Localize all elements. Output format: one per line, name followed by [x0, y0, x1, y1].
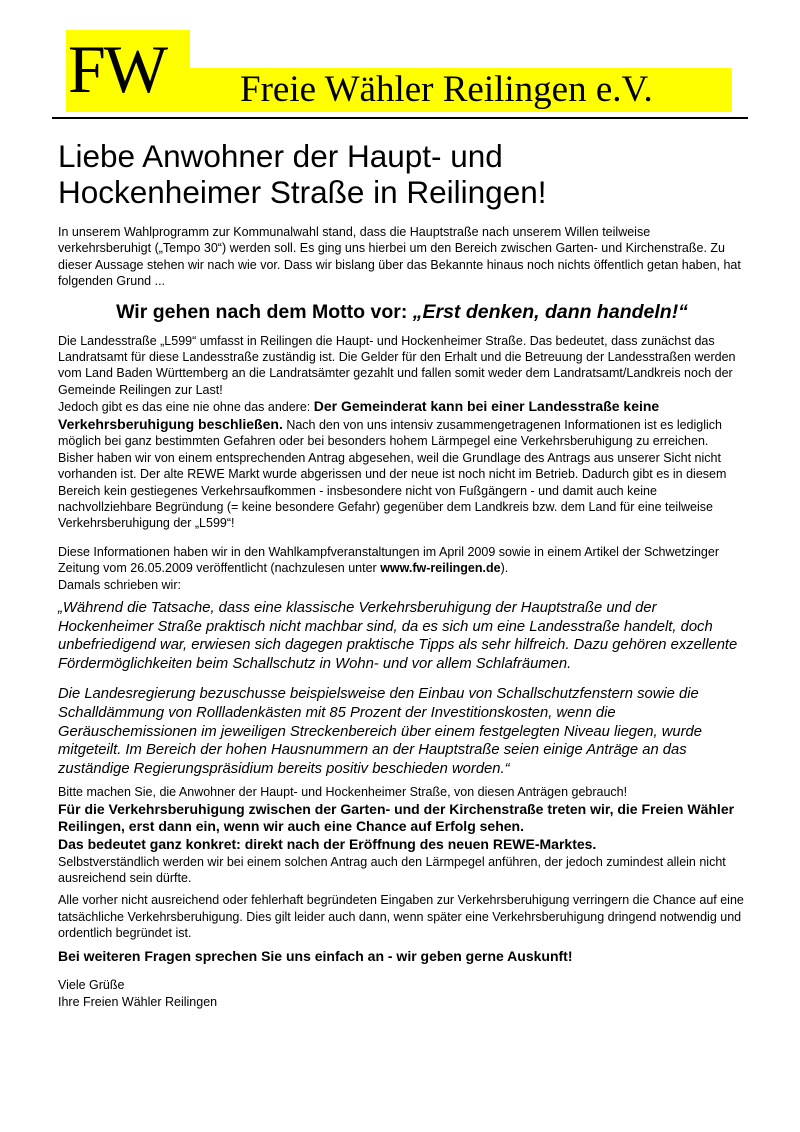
signoff-greeting: Viele Grüße: [58, 978, 125, 993]
bold-statement-1: Für die Verkehrsberuhigung zwischen der Garten- und der Kirchenstraße treten wir, die Freien Wähler Reilingen, erst dann ein, wenn wir auch eine Chance auf Erfolg sehen.: [58, 800, 735, 835]
paragraph-informationen-after: Damals schrieben wir:: [58, 577, 181, 592]
paragraph-informationen-tail: ).: [500, 561, 509, 576]
paragraph-laermpegel: Selbstverständlich werden wir bei einem solchen Antrag auch den Lärmpegel anführen, der jedoch zumindest allein nicht ausreichend sein dürfte.: [58, 854, 726, 886]
header-divider: [52, 117, 748, 119]
closing-statement: Bei weiteren Fragen sprechen Sie uns einfach an - wir geben gerne Auskunft!: [58, 947, 573, 964]
motto-heading: [58, 300, 746, 324]
signoff: [58, 977, 746, 1010]
quote-paragraph-2: Die Landesregierung bezuschusse beispielsweise den Einbau von Schallschutzfenstern sowie die Schalldämmung von Rollladenkästen mit 85 Prozent der Investitionskosten, wenn die Geräuschemissionen im jeweiligen Streckenbereich über einem festgelegten Niveau liegen, wurde mitgeteilt. Im Bereich der hohen Hausnummern an der Hauptstraße seien einige Anträge an das zuständige Regierungspräsidium bereits positiv beschieden worden.“: [58, 686, 703, 777]
signoff-signature: Ihre Freien Wähler Reilingen: [58, 994, 218, 1009]
intro-paragraph: In unserem Wahlprogramm zur Kommunalwahl stand, dass die Hauptstraße nach unserem Willen teilweise verkehrsberuhigt („Tempo 30“) werden soll. Es ging uns hierbei um den Bereich zwischen Garten- und Kirchenstraße. Zu dieser Aussage stehen wir nach wie vor. Dass wir bislang über das Bekannte hinaus noch nichts öffentlich getan haben, hat folgenden Grund ...: [58, 225, 741, 289]
paragraph-anwohner: Bitte machen Sie, die Anwohner der Haupt- und Hockenheimer Straße, von diesen Anträgen gebrauch!: [58, 785, 628, 800]
bold-statement-2: Das bedeutet ganz konkret: direkt nach der Eröffnung des neuen REWE-Marktes.: [58, 836, 597, 853]
title-line-2: Hockenheimer Straße in Reilingen!: [58, 174, 547, 210]
paragraph-gemeinderat-bold: Der Gemeinderat kann bei einer Landesstraße keine Verkehrsberuhigung beschließen.: [58, 398, 660, 432]
paragraph-landesstrasse: Die Landesstraße „L599“ umfasst in Reilingen die Haupt- und Hockenheimer Straße. Das bedeutet, dass zunächst das Landratsamt für diese Landesstraße zuständig ist. Die Gelder für den Erhalt und die Betreuung der Landesstraßen werden vom Land Baden Württemberg an die Landratsämter gezahlt und fallen somit weder dem Landratsamt/Landkreis noch der Gemeinde Reilingen zur Last!: [58, 333, 736, 397]
letter-body: [58, 138, 746, 1010]
paragraph-eingaben: Alle vorher nicht ausreichend oder fehlerhaft begründeten Eingaben zur Verkehrsberuhigung verringern die Chance auf eine tatsächliche Verkehrsberuhigung. Dies gilt leider auch dann, wenn später eine Verkehrsberuhigung dringend notwendig und ordentlich begründet ist.: [58, 893, 744, 941]
paragraph-informationen: [58, 544, 746, 593]
quote-paragraph-1: „Während die Tatsache, dass eine klassische Verkehrsberuhigung der Hauptstraße und der Hockenheimer Straße praktisch nicht machbar sind, da es sich um eine Landesstraße handelt, doch unbefriedigend war, erwiesen sich dagegen praktische Tipps als sehr hilfreich. Dazu gehören exzellente Fördermöglichkeiten beim Schallschutz in Wohn- und vor allem Schlafräumen.: [58, 600, 738, 672]
organization-name: Freie Wähler Reilingen e.V.: [240, 69, 653, 110]
paragraph-gemeinderat: [58, 398, 746, 450]
title-line-1: Liebe Anwohner der Haupt- und: [58, 138, 503, 174]
paragraph-informationen-lead: Diese Informationen haben wir in den Wahlkampfveranstaltungen im April 2009 sowie in einem Artikel der Schwetzinger Zeitung vom 26.05.2009 veröffentlicht (nachzulesen unter: [58, 544, 719, 576]
motto-quote: „Erst denken, dann handeln!“: [412, 300, 688, 323]
website-link[interactable]: www.fw-reilingen.de: [380, 561, 501, 576]
paragraph-gemeinderat-lead: Jedoch gibt es das eine nie ohne das andere:: [58, 400, 314, 415]
logo-text: FW: [68, 31, 166, 107]
page-title: [58, 138, 746, 210]
paragraph-gemeinderat-rest: Nach den von uns intensiv zusammengetragenen Informationen ist es lediglich möglich bei ganz bestimmten Gefahren oder bei besonders hohem Lärmpegel eine Verkehrsberuhigung zu erreichen.: [58, 417, 722, 449]
motto-prefix: Wir gehen nach dem Motto vor:: [116, 300, 413, 323]
paragraph-antrag: Bisher haben wir von einem entsprechenden Antrag abgesehen, weil die Grundlage des Antrags aus unserer Sicht nicht vorhanden ist. Der alte REWE Markt wurde abgerissen und der neue ist noch nicht im Betrieb. Dadurch gibt es in diesem Bereich kein gestiegenes Verkehrsaufkommen - insbesondere nicht von Fußgängern - und damit auch keine nachvollziehbare Begründung (= keine besondere Gefahr) gegenüber dem Landkreis bzw. dem Land für eine teilweise Verkehrsberuhigung der „L599“!: [58, 450, 727, 531]
